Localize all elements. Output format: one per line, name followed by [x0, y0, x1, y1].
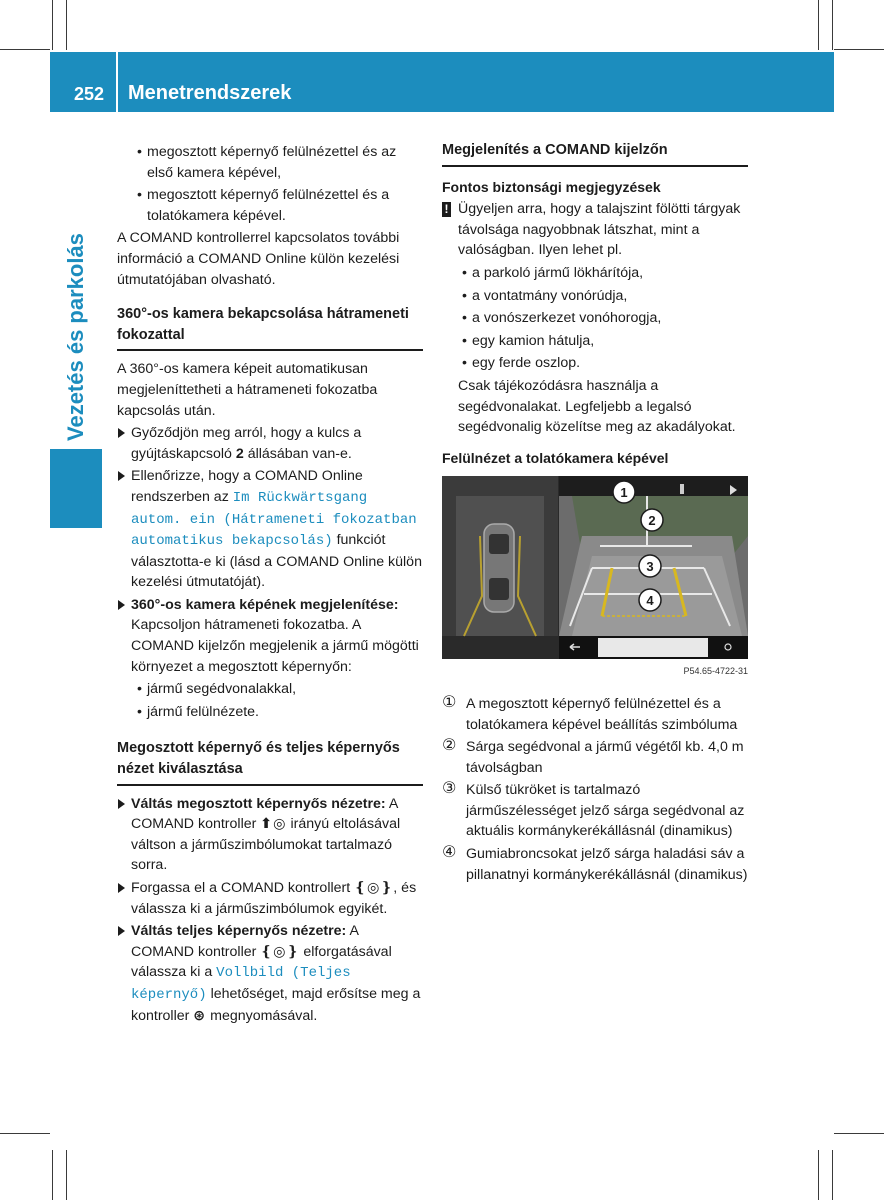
- step-text: A COMAND kontroller: [131, 923, 359, 960]
- legend-number: ④: [442, 844, 457, 862]
- legend-number: ②: [442, 737, 457, 755]
- legend-item: [442, 694, 748, 735]
- step-text: , és válassza ki a járműszimbólumok egyikét.: [131, 880, 417, 917]
- legend-item: [442, 844, 748, 885]
- controller-rotate-icon: ❴◎❵: [260, 943, 300, 960]
- marker-label: 3: [646, 559, 654, 575]
- step-text: elforgatásával válassza ki a: [131, 943, 392, 981]
- side-tab-marker: [50, 449, 102, 528]
- warning-icon: !: [442, 202, 451, 217]
- step-text: Kapcsoljon hátrameneti fokozatba. A COMAND kijelzőn megjelenik a jármű mögötti környezet a megosztott képernyőn:: [131, 617, 419, 675]
- figure-legend: [442, 694, 748, 885]
- crop-mark: [834, 49, 884, 50]
- crop-mark: [834, 1133, 884, 1134]
- crop-mark: [52, 0, 53, 50]
- guide-paragraph: Csak tájékozódásra használja a segédvonalakat. Legfeljebb a legalsó segédvonalig közelítse meg az akadályokat.: [458, 377, 736, 436]
- crop-mark: [818, 0, 819, 50]
- instruction-step: [117, 466, 423, 593]
- step-title: Váltás teljes képernyős nézetre:: [131, 923, 347, 940]
- instruction-step: [117, 423, 423, 464]
- figure-code: P54.65-4722-31: [683, 666, 748, 677]
- camera-view-icon: [680, 484, 684, 494]
- warning-list: [442, 263, 748, 374]
- list-item: • a vontatmány vonórúdja,: [458, 286, 748, 307]
- step-text: lehetőséget, majd erősítse meg a kontroller: [131, 985, 421, 1024]
- legend-item: [442, 737, 748, 778]
- instruction-step: [117, 794, 423, 876]
- list-item: • megosztott képernyő felülnézettel és a tolatókamera képével.: [117, 185, 423, 226]
- step-text: megnyomásával.: [206, 1007, 318, 1024]
- right-column: [442, 140, 748, 885]
- section-title: Menetrendszerek: [128, 82, 292, 104]
- warning-text: Ügyeljen arra, hogy a talajszint fölötti tárgyak távolsága nagyobbnak látszhat, mint a valóságban. Ilyen lehet pl.: [458, 201, 741, 259]
- step-title: Váltás megosztott képernyős nézetre:: [131, 795, 386, 812]
- legend-text: Sárga segédvonal a jármű végétől kb. 4,0 m távolságban: [466, 739, 744, 776]
- page-number: 252: [74, 84, 105, 104]
- menu-function-name: Vollbild (Teljes képernyő): [131, 965, 351, 1003]
- menu-function-name: Im Rückwärtsgang autom. ein (Hátrameneti fokozatban automatikus bekapcsolás): [131, 489, 417, 550]
- marker-label: 1: [620, 485, 628, 501]
- list-item: • megosztott képernyő felülnézettel és az első kamera képével,: [117, 142, 423, 183]
- figure-marker-1: [613, 481, 635, 503]
- crop-mark: [832, 0, 833, 50]
- figure-marker-3: [639, 555, 661, 577]
- controller-press-icon: ⊛: [193, 1007, 207, 1024]
- step-text: irányú eltolásával váltson a járműszimbólumokat tartalmazó sorra.: [131, 816, 401, 874]
- list-item: • jármű segédvonalakkal,: [117, 679, 423, 700]
- legend-text: Külső tükröket is tartalmazó járműszélességet jelző sárga segédvonal az aktuális kormánykerékállásnál (dinamikus): [466, 782, 745, 840]
- heading-safety-notes: Fontos biztonsági megjegyzések: [442, 178, 661, 195]
- step-text: állásában van-e.: [243, 445, 352, 462]
- instruction-step: [117, 878, 423, 919]
- list-item: • egy ferde oszlop.: [458, 353, 748, 374]
- instruction-step: [117, 595, 423, 677]
- heading-comand-display: Megjelenítés a COMAND kijelzőn: [442, 140, 748, 167]
- step-title: 360°-os kamera képének megjelenítése:: [131, 596, 399, 613]
- controller-push-icon: ⬆◎: [260, 816, 287, 833]
- legend-text: A megosztott képernyő felülnézettel és a tolatókamera képével beállítás szimbóluma: [466, 695, 738, 733]
- instruction-step: [117, 921, 423, 1026]
- heading-figure: Felülnézet a tolatókamera képével: [442, 449, 669, 466]
- side-tab-label: Vezetés és parkolás: [63, 233, 88, 441]
- crop-mark: [52, 1150, 53, 1200]
- legend-number: ①: [442, 693, 457, 711]
- legend-text: Gumiabroncsokat jelző sárga haladási sáv a pillanatnyi kormánykerékállásnál (dinamikus): [466, 846, 748, 883]
- step-text: funkciót választotta-e ki (lásd a COMAND Online külön kezelési útmutatóját).: [131, 532, 422, 591]
- warning-paragraph: [442, 199, 748, 261]
- crop-mark: [66, 0, 67, 50]
- heading-split-full-view: Megosztott képernyő és teljes képernyős nézet kiválasztása: [117, 738, 423, 785]
- left-column: [117, 142, 423, 1026]
- marker-label: 2: [648, 513, 656, 529]
- step-text: A COMAND kontroller: [131, 795, 398, 833]
- intro-paragraph: A COMAND kontrollerrel kapcsolatos további információ a COMAND Online külön kezelési útmutatójában olvasható.: [117, 230, 400, 288]
- list-item: • egy kamion hátulja,: [458, 331, 748, 352]
- header-divider: [116, 52, 118, 112]
- crop-mark: [0, 49, 50, 50]
- step-text: Forgassa el a COMAND kontrollert: [131, 880, 355, 896]
- list-item: • jármű felülnézete.: [117, 702, 423, 723]
- crop-mark: [818, 1150, 819, 1200]
- crop-mark: [832, 1150, 833, 1200]
- key-position: 2: [235, 445, 244, 462]
- camera-figure: [442, 476, 748, 659]
- crop-mark: [66, 1150, 67, 1200]
- heading-360-camera-reverse: 360°-os kamera bekapcsolása hátrameneti fokozattal: [117, 304, 423, 351]
- figure-marker-2: [641, 509, 663, 531]
- step-text: Győződjön meg arról, hogy a kulcs a gyújtáskapcsoló: [131, 425, 362, 462]
- legend-number: ③: [442, 780, 457, 798]
- marker-label: 4: [646, 593, 654, 609]
- legend-item: [442, 780, 748, 842]
- list-item: • a parkoló jármű lökhárítója,: [458, 263, 748, 284]
- crop-mark: [0, 1133, 50, 1134]
- camera-screen-illustration: [442, 476, 748, 659]
- controller-rotate-icon: ❴◎❵: [354, 880, 394, 896]
- figure-marker-4: [639, 589, 661, 611]
- list-item: • a vonószerkezet vonóhorogja,: [458, 308, 748, 329]
- step-text: Ellenőrizze, hogy a COMAND Online rendszerben az: [131, 468, 363, 505]
- paragraph: A 360°-os kamera képeit automatikusan megjeleníttetheti a hátrameneti fokozatba kapcsolás után.: [117, 361, 378, 419]
